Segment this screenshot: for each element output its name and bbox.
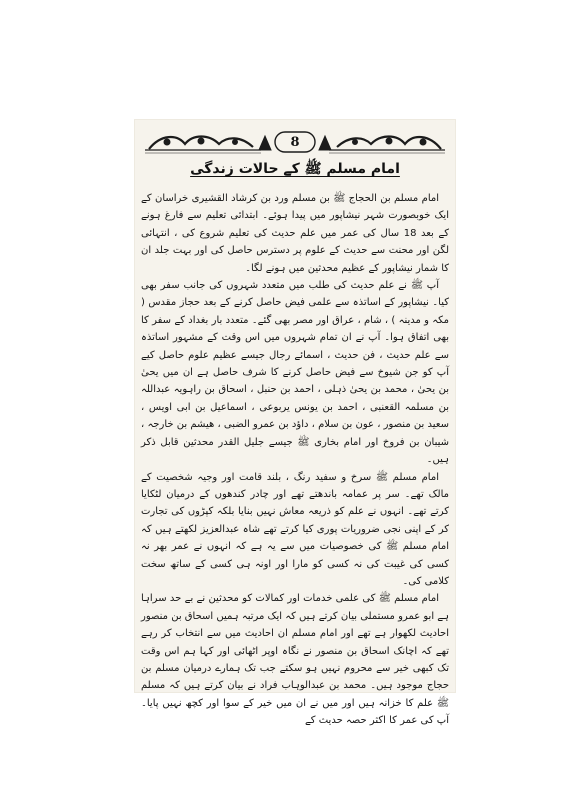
paragraph: آپ ﷺ نے علم حدیث کی طلب میں متعدد شہروں کی جانب سفر بھی کیا۔ نیشاپور کے اساتذہ سے علمی فیض حاصل کرنے کے بعد حجاز مقدس ( مکہ و مدینہ ) ، شام ، عراق اور مصر بھی گئے۔ متعدد بار بغداد کے سفر کا بھی اتفاق ہوا۔ آپ نے ان تمام شہروں میں اس وقت کے مشہور اساتذہ سے علم حدیث ، فن حدیث ، اسمائے رجال جیسے عظیم علوم حاصل کیے آپ کو جن شیوخ سے فیض حاصل کرنے کا شرف حاصل ہے ان میں یحیٰ بن یحیٰ ، محمد بن یحیٰ ذہلی ، احمد بن حنبل ، اسحاق بن راہویہ عبداللہ بن مسلمہ القعنبی ، احمد بن یونس یربوعی ، اسماعیل بن ابی اویس ، سعید بن منصور ، عون بن سلام ، داؤد بن عمرو الضبی ، ھیشم بن خارجہ ، شیبان بن فروخ اور امام بخاری ﷺ جیسے جلیل القدر محدثین قابل ذکر ہیں۔ <box>141 280 449 466</box>
paragraph: امام مسلم ﷺ کی علمی خدمات اور کمالات کو محدثین نے بے حد سراہا ہے ابو عمرو مستملی بیان کرتے ہیں کہ ایک مرتبہ ہمیں اسحاق بن منصور احادیث لکھوار ہے تھے اور امام مسلم ان احادیث میں سے انتخاب کر رہے تھے کہ اچانک اسحاق بن منصور نے نگاہ اوپر اٹھائی اور کہا ہم اس وقت تک کبھی خیر سے محروم نہیں ہو سکتے جب تک ہمارے درمیان مسلم بن حجاج موجود ہیں۔ محمد بن عبدالوہاب فراد نے بیان کرتے ہیں کہ مسلم ﷺ علم کا خزانہ ہیں اور میں نے ان میں خیر کے سوا اور کچھ نہیں پایا۔ آپ کی عمر کا اکثر حصہ حدیث کے <box>141 593 449 727</box>
chapter-title: امام مسلم ﷺ کے حالات زندگی <box>190 161 400 177</box>
page-number: 8 <box>290 135 300 150</box>
book-page <box>135 120 455 727</box>
paragraph: امام مسلم ﷺ سرخ و سفید رنگ ، بلند قامت اور وجیہ شخصیت کے مالک تھے۔ سر پر عمامہ باندھتے تھے اور چادر کندھوں کے درمیان لٹکایا کرتے تھے۔ انہوں نے علم کو ذریعہ معاش نہیں بنایا بلکہ کپڑوں کی تجارت کر کے اپنی نجی ضروریات پوری کیا کرتے تھے شاہ عبدالعزیز لکھتے ہیں کہ امام مسلم ﷺ کی خصوصیات میں سے یہ ہے کہ انہوں نے عمر بھر نہ کسی کی غیبت کی نہ کسی کو مارا اور اونہ ہی کسی کے ساتھ سخت کلامی کی۔ <box>141 471 449 587</box>
paragraph: امام مسلم بن الحجاج ﷺ بن مسلم ورد بن کرشاد القشیری خراسان کے ایک خوبصورت شہر نیشاپور میں پیدا ہوئے۔ ابتدائی تعلیم سے فارغ ہونے کے بعد 18 سال کی عمر میں علم حدیث کی تعلیم شروع کی ، انتہائی لگن اور محنت سے حدیث کے علوم پر دسترس حاصل کی اور بہت جلد ان کا شمار نیشاپور کے عظیم محدثین میں ہونے لگا۔ <box>141 193 449 274</box>
body-text <box>141 190 449 730</box>
